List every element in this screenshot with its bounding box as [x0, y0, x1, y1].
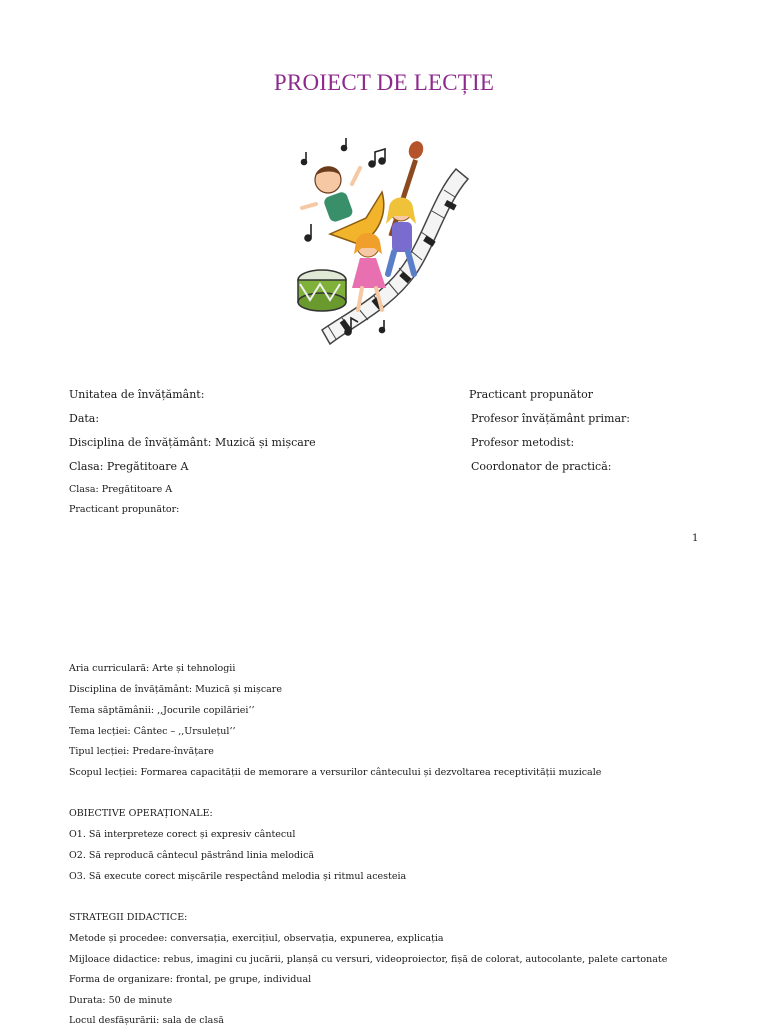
strategy-location: Locul desfășurării: sala de clasă	[69, 1015, 224, 1026]
info-primary-teacher: Profesor învățământ primar:	[471, 412, 631, 425]
info-date: Data:	[69, 412, 100, 425]
children-music-icon	[296, 134, 474, 354]
info-class: Clasa: Pregătitoare A	[69, 460, 189, 473]
lesson-theme: Tema lecției: Cântec – ,,Ursulețul’’	[69, 726, 236, 737]
lesson-area: Aria curriculară: Arte și tehnologii	[69, 663, 236, 674]
info-trainee: Practicant propunător	[469, 388, 594, 401]
info-school: Unitatea de învățământ:	[69, 388, 205, 401]
info-coordinator: Coordonator de practică:	[471, 460, 612, 473]
extra-class: Clasa: Pregătitoare A	[69, 484, 173, 495]
objective-item: O3. Să execute corect mișcările respectând melodia și ritmul acesteia	[69, 871, 407, 882]
lesson-type: Tipul lecției: Predare-învățare	[69, 746, 214, 757]
lesson-week-theme: Tema săptămânii: ,,Jocurile copilăriei’’	[69, 705, 255, 716]
page-number: 1	[692, 533, 699, 544]
lesson-goal: Scopul lecției: Formarea capacității de memorare a versurilor cântecului și dezvoltarea receptivității muzicale	[69, 767, 602, 778]
info-subject: Disciplina de învățământ: Muzică și mișcare	[69, 436, 316, 449]
strategy-resources: Mijloace didactice: rebus, imagini cu jucării, planșă cu versuri, videoproiector, fișă de colorat, autocolante, palete cartonate	[69, 954, 668, 965]
strategy-methods: Metode și procedee: conversația, exercițiul, observația, expunerea, explicația	[69, 933, 444, 944]
objective-item: O1. Să interpreteze corect și expresiv cântecul	[69, 829, 296, 840]
lesson-subject: Disciplina de învățământ: Muzică și mișcare	[69, 684, 282, 695]
strategy-duration: Durata: 50 de minute	[69, 995, 173, 1006]
objectives-heading: OBIECTIVE OPERAȚIONALE:	[69, 808, 213, 819]
objective-item: O2. Să reproducă cântecul păstrând linia melodică	[69, 850, 315, 861]
info-methodist: Profesor metodist:	[471, 436, 575, 449]
strategy-organization: Forma de organizare: frontal, pe grupe, individual	[69, 974, 312, 985]
page-title: PROIECT DE LECȚIE	[273, 70, 495, 95]
extra-trainee: Practicant propunător:	[69, 504, 180, 515]
strategies-heading: STRATEGII DIDACTICE:	[69, 912, 188, 923]
